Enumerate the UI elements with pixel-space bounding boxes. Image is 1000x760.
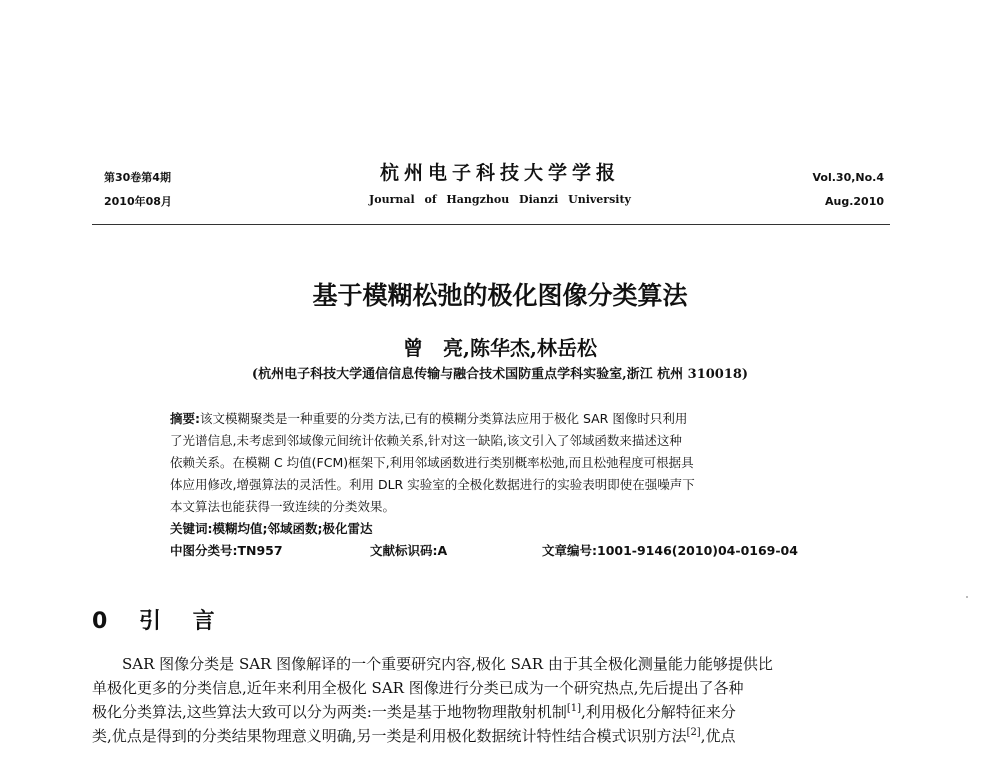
abstract-line: 了光谱信息,未考虑到邻域像元间统计依赖关系,针对这一缺陷,该文引入了邻域函数来描述这种 <box>170 433 682 448</box>
article-title: 基于模糊松弛的极化图像分类算法 <box>312 281 688 310</box>
journal-name-cn: 杭州电子科技大学学报 <box>379 162 620 184</box>
publication-date-en: Aug.2010 <box>824 195 884 208</box>
body-text: 极化分类算法,这些算法大致可以分为两类:一类是基于地物物理散射机制 <box>92 703 567 721</box>
body-line <box>92 700 892 724</box>
citation-ref: [2] <box>686 727 701 738</box>
article-id: 文章编号:1001-9146(2010)04-0169-04 <box>542 543 798 558</box>
header-center <box>260 160 740 208</box>
abstract-line: 依赖关系。在模糊 C 均值(FCM)框架下,利用邻域函数进行类别概率松弛,而且松弛程度可根据具 <box>170 455 694 470</box>
citation-ref: [1] <box>566 703 581 714</box>
header-right <box>813 166 885 214</box>
section-heading: 0 引 言 <box>92 609 227 634</box>
abstract-line: 体应用修改,增强算法的灵活性。利用 DLR 实验室的全极化数据进行的实验表明即使在强噪声下 <box>170 477 695 492</box>
scan-artifact <box>966 596 968 598</box>
classification-row <box>170 540 840 562</box>
body-line <box>92 724 892 748</box>
section-body <box>92 652 892 748</box>
keywords: 关键词:模糊均值;邻域函数;极化雷达 <box>170 521 373 536</box>
volume-issue: 第30卷第4期 <box>104 171 171 184</box>
abstract-line: 本文算法也能获得一致连续的分类效果。 <box>170 499 396 514</box>
body-text: ,优点 <box>700 727 736 745</box>
abstract-label: 摘要: <box>170 411 200 426</box>
journal-name-en: Journal of Hangzhou Dianzi University <box>369 193 631 206</box>
author-affiliation: (杭州电子科技大学通信信息传输与融合技术国防重点学科实验室,浙江 杭州 310018) <box>251 367 749 382</box>
publication-date-cn: 2010年08月 <box>104 195 172 208</box>
body-text: ,利用极化分解特征来分 <box>581 703 736 721</box>
body-line: 单极化更多的分类信息,近年来利用全极化 SAR 图像进行分类已成为一个研究热点,先后提出了各种 <box>92 679 744 697</box>
abstract-block <box>170 408 840 562</box>
header-left <box>104 166 172 214</box>
article-authors: 曾 亮,陈华杰,林岳松 <box>403 336 597 360</box>
abstract-text: 该文模糊聚类是一种重要的分类方法,已有的模糊分类算法应用于极化 SAR 图像时只利用 <box>200 411 688 426</box>
body-line: SAR 图像分类是 SAR 图像解译的一个重要研究内容,极化 SAR 由于其全极化测量能力能够提供比 <box>122 655 773 673</box>
header-rule <box>92 224 890 225</box>
abstract-line <box>170 408 840 430</box>
document-code: 文献标识码:A <box>370 543 448 558</box>
body-text: 类,优点是得到的分类结果物理意义明确,另一类是利用极化数据统计特性结合模式识别方法 <box>92 727 687 745</box>
clc-number: 中图分类号:TN957 <box>170 543 283 558</box>
volume-issue-en: Vol.30,No.4 <box>812 171 884 184</box>
